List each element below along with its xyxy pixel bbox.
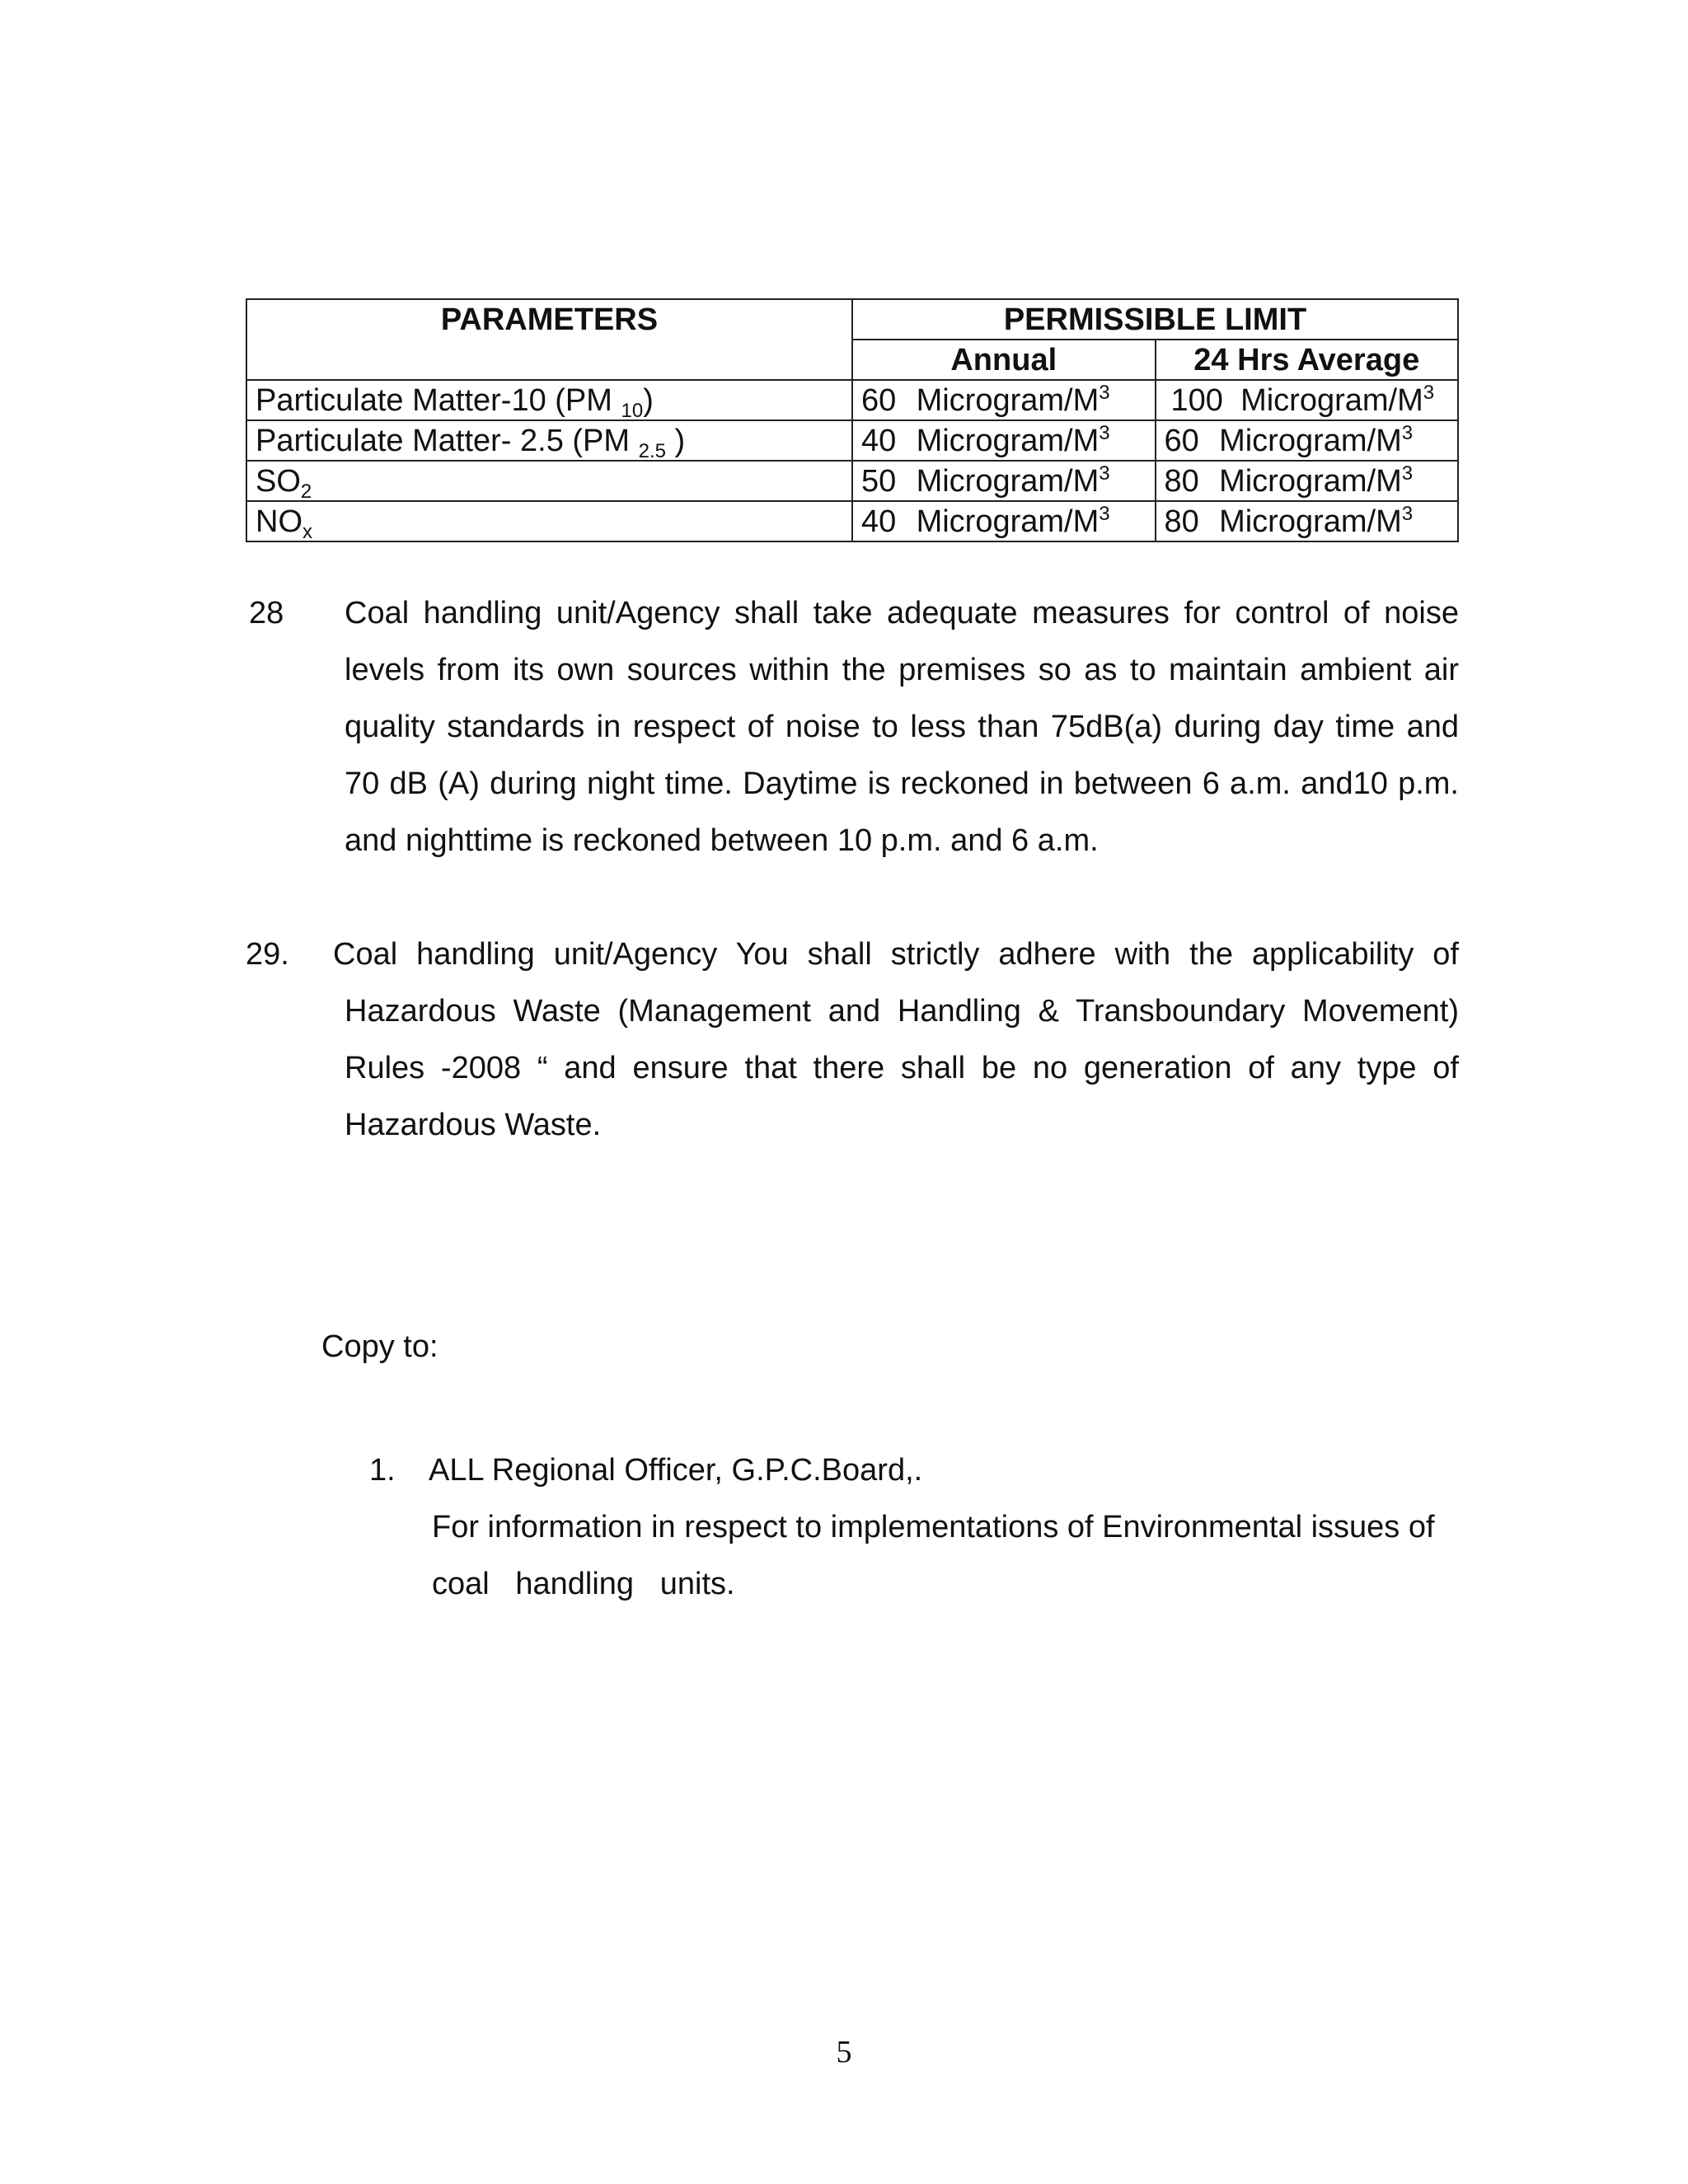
list-item-title: ALL Regional Officer, G.P.C.Board,. — [429, 1453, 923, 1488]
paragraph-number: 28 — [249, 596, 284, 630]
paragraph-28 — [249, 585, 1459, 874]
copy-to-label: Copy to: — [321, 1329, 438, 1364]
avg24-cell: 80 Microgram/$M^3$ — [1156, 461, 1459, 501]
header-annual: Annual — [852, 340, 1156, 380]
annual-cell: 60 Microgram/$M^3$ — [852, 380, 1156, 420]
paragraph-first-line: Coal handling unit/Agency You shall strictly adhere with the applicability of — [333, 937, 1459, 972]
table-row — [246, 380, 1458, 420]
paragraph-29 — [246, 926, 1459, 1165]
list-item-number: 1. — [369, 1453, 396, 1488]
permissible-limits-table — [246, 298, 1459, 542]
header-permissible-limit: PERMISSIBLE LIMIT — [852, 299, 1458, 340]
list-item-text: For information in respect to implementations of Environmental issues of coal handling units. — [432, 1510, 1444, 1601]
avg24-cell: 100 Microgram/$M^3$ — [1156, 380, 1459, 420]
table-header-row — [246, 299, 1458, 340]
table-row — [246, 461, 1458, 501]
annual-cell: 40 Microgram/$M^3$ — [852, 420, 1156, 461]
page-number: 5 — [836, 2035, 852, 2069]
param-cell: Particulate Matter- 2.5 (PM $_{2.5}$ ) — [246, 420, 852, 461]
table-row — [246, 501, 1458, 541]
header-parameters: PARAMETERS — [246, 299, 852, 380]
header-24hrs-average: 24 Hrs Average — [1156, 340, 1459, 380]
param-cell: Particulate Matter-10 (PM $_{10}$) — [246, 380, 852, 420]
annual-cell: 40 Microgram/$M^3$ — [852, 501, 1156, 541]
param-cell: $NO_x$ — [246, 501, 852, 541]
table-row — [246, 420, 1458, 461]
param-cell: $SO_2$ — [246, 461, 852, 501]
paragraph-text: Hazardous Waste (Management and Handling & Transboundary Movement) Rules -2008 “ and ensure that there shall be no generation of any type of Hazardous Waste. — [345, 994, 1459, 1142]
annual-cell: 50 Microgram/$M^3$ — [852, 461, 1156, 501]
avg24-cell: 80 Microgram/$M^3$ — [1156, 501, 1459, 541]
paragraph-text: Coal handling unit/Agency shall take adequate measures for control of noise levels from its own sources within the premises so as to maintain ambient air quality standards in respect of noise to less than 75dB(a) during day time and 70 dB (A) during night time. Daytime is reckoned in between 6 a.m. and10 p.m. and nighttime is reckoned between 10 p.m. and 6 a.m. — [345, 596, 1459, 858]
paragraph-number: 29. — [246, 937, 289, 972]
avg24-cell: 60 Microgram/$M^3$ — [1156, 420, 1459, 461]
